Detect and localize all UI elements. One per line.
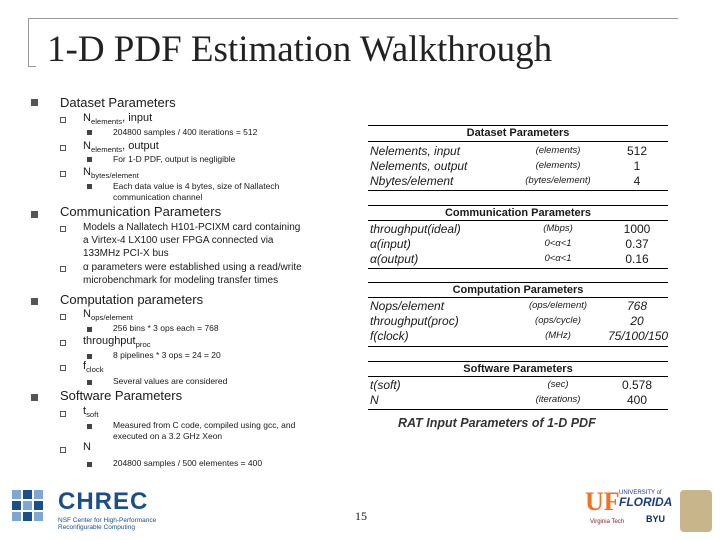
param-label: throughput$_{proc}$ xyxy=(83,335,151,350)
chrec-wordmark: CHREC xyxy=(58,488,149,515)
sub-bullet-icon xyxy=(60,117,66,123)
param-detail: 256 bins * 3 ops each = 768 xyxy=(113,323,219,333)
chrec-emblem-icon xyxy=(10,488,54,530)
table-group-header: Communication Parameters xyxy=(368,205,668,221)
param-label: $t_{soft}$ xyxy=(83,405,99,420)
table-row: α(input) 0<α<1 0.37 xyxy=(370,237,649,251)
table-row: α(output) 0<α<1 0.16 xyxy=(370,252,649,266)
table-caption: RAT Input Parameters of 1-D PDF xyxy=(398,416,596,430)
param-detail: Several values are considered xyxy=(113,376,228,386)
sub-bullet-icon xyxy=(60,226,66,232)
vt-logo: Virginia Tech xyxy=(590,519,625,525)
sub-bullet-icon xyxy=(60,365,66,371)
param-detail: Measured from C code, compiled using gcc, and xyxy=(113,420,296,430)
chrec-subtitle: NSF Center for High-Performance Reconfigurable Computing xyxy=(58,517,157,531)
table-row: N (iterations) 400 xyxy=(370,393,648,407)
table-row: Nelements, input (elements) 512 xyxy=(370,144,648,158)
table-row: Nops/element (ops/element) 768 xyxy=(370,299,648,313)
table-group-header: Dataset Parameters xyxy=(368,125,668,142)
sub-bullet-icon xyxy=(60,411,66,417)
param-detail: 204800 samples / 400 iterations = 512 xyxy=(113,127,258,137)
table-divider xyxy=(368,346,668,347)
section-heading: Communication Parameters xyxy=(60,204,222,219)
sub-bullet-icon xyxy=(60,314,66,320)
table-row: throughput(ideal) (Mbps) 1000 xyxy=(370,222,651,236)
uf-mark: UF xyxy=(585,487,620,516)
table-row: f(clock) (MHz) 75/100/150 xyxy=(370,329,669,343)
sub-bullet-icon xyxy=(60,340,66,346)
section-heading: Software Parameters xyxy=(60,388,183,403)
slide-title: 1-D PDF Estimation Walkthrough xyxy=(47,29,553,70)
comm-paragraph: Models a Nallatech H101-PCIXM card containing a Virtex-4 LX100 user FPGA connected via 133MHz PCI-X bus xyxy=(83,222,301,259)
byu-logo: BYU xyxy=(646,514,666,524)
table-group-header: Computation Parameters xyxy=(368,282,668,298)
param-label: $f_{clock}$ xyxy=(83,360,104,375)
table-group-header: Software Parameters xyxy=(368,361,668,377)
sub-bullet-icon xyxy=(60,447,66,453)
table-divider xyxy=(368,190,668,191)
comm-paragraph: α parameters were established using a read/write microbenchmark for modeling transfer times xyxy=(83,262,302,286)
param-detail: 8 pipelines * 3 ops = 24 = 20 xyxy=(113,350,221,360)
param-label: $N_{ops/element}$ xyxy=(83,308,133,323)
sub-bullet-icon xyxy=(60,171,66,177)
sub-bullet-icon xyxy=(60,145,66,151)
table-row: Nbytes/element (bytes/element) 4 xyxy=(370,174,641,188)
bullet-icon xyxy=(31,298,38,305)
table-divider xyxy=(368,409,668,410)
param-label: $N_{bytes/element}$ xyxy=(83,166,139,181)
bullet-icon xyxy=(31,99,38,106)
param-detail: communication channel xyxy=(113,192,203,202)
uf-name: UNIVERSITY of xyxy=(619,490,662,496)
section-heading: Dataset Parameters xyxy=(60,95,176,110)
param-label: $N_{elements}$, input xyxy=(83,112,153,127)
title-frame-top xyxy=(28,18,678,19)
table-row: t(soft) (sec) 0.578 xyxy=(370,378,653,392)
title-frame-left xyxy=(28,18,29,66)
chrec-logo xyxy=(10,488,160,530)
title-frame-tick xyxy=(28,66,36,67)
param-detail: 204800 samples / 500 elementes = 400 xyxy=(113,458,263,468)
table-divider xyxy=(368,268,668,269)
table-row: Nelements, output (elements) 1 xyxy=(370,159,641,173)
detail-bullet-icon xyxy=(87,462,92,467)
detail-bullet-icon xyxy=(87,130,92,135)
detail-bullet-icon xyxy=(87,424,92,429)
uf-florida: FLORIDA xyxy=(619,495,673,509)
detail-bullet-icon xyxy=(87,327,92,332)
detail-bullet-icon xyxy=(87,354,92,359)
param-label: N xyxy=(83,441,91,453)
param-detail: Each data value is 4 bytes, size of Nallatech xyxy=(113,181,280,191)
param-detail: For 1-D PDF, output is negligible xyxy=(113,154,236,164)
detail-bullet-icon xyxy=(87,184,92,189)
bullet-icon xyxy=(31,211,38,218)
portrait-image xyxy=(680,490,712,532)
table-row: throughput(proc) (ops/cycle) 20 xyxy=(370,314,644,328)
bullet-icon xyxy=(31,394,38,401)
sub-bullet-icon xyxy=(60,266,66,272)
param-label: $N_{elements}$, output xyxy=(83,140,159,155)
section-heading: Computation parameters xyxy=(60,292,204,307)
detail-bullet-icon xyxy=(87,380,92,385)
page-number: 15 xyxy=(355,509,367,523)
detail-bullet-icon xyxy=(87,157,92,162)
param-detail: executed on a 3.2 GHz Xeon xyxy=(113,431,223,441)
